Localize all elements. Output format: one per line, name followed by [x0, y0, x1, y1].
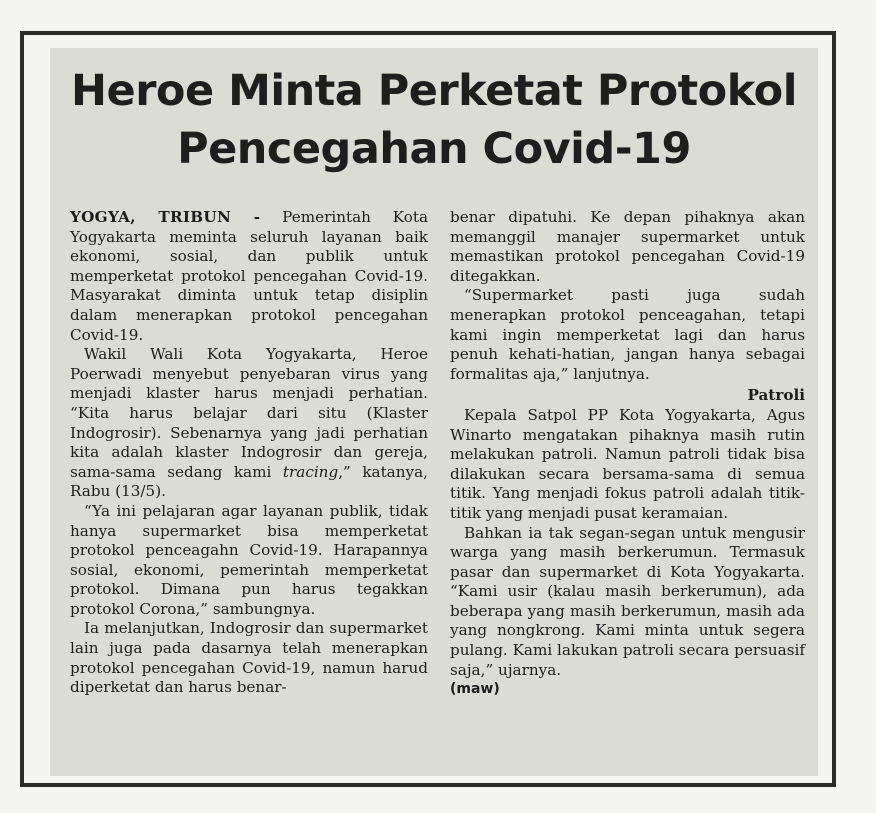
paragraph-3: “Ya ini pelajaran agar layanan publik, tidak hanya supermarket bisa memperketat protokol penceagahn Covid-19. Harapannya sosial, ekonomi, pemerintah memperketat protokol. Dimana pun harus tegakkan protokol Corona,” sambungnya.	[70, 501, 428, 618]
byline: (maw)	[450, 681, 500, 698]
dateline: YOGYA, TRIBUN -	[70, 208, 261, 226]
lead-text: Pemerintah Kota Yogyakarta meminta seluruh layanan baik ekonomi, sosial, dan publik untuk memperketat protokol pencegahan Covid-19. Masyarakat diminta untuk tetap disiplin dalam menerapkan protokol pencegahan Covid-19.	[70, 208, 428, 344]
paragraph-lead	[70, 208, 428, 345]
paragraph-5: “Supermarket pasti juga sudah menerapkan protokol penceagahan, tetapi kami ingin memperketat lagi dan harus penuh kehati-hatian, jangan hanya sebagai formalitas aja,” lanjutnya.	[450, 286, 805, 383]
paragraph-4-continued: benar dipatuhi. Ke depan pihaknya akan memanggil manajer supermarket untuk memastikan protokol pencegahan Covid-19 ditegakkan.	[450, 208, 805, 285]
newspaper-clipping	[50, 48, 818, 776]
paragraph-7: Bahkan ia tak segan-segan untuk mengusir warga yang masih berkerumun. Termasuk pasar dan supermarket di Kota Yogyakarta. “Kami usir (kalau masih berkerumun), ada beberapa yang masih berkerumun, masih ada yang nongkrong. Kami minta untuk segera pulang. Kami lakukan patroli secara persuasif saja,” ujarnya.	[450, 523, 806, 679]
p2-text-a: Wakil Wali Kota Yogyakarta, Heroe Poerwadi menyebut penyebaran virus yang menjadi klaster harus menjadi perhatian. “Kita harus belajar dari situ (Klaster Indogrosir). Sebenarnya yang jadi perhatian kita adalah klaster Indogrosir dan gereja, sama-sama sedang kami	[70, 345, 428, 481]
paragraph-4: Ia melanjutkan, Indogrosir dan supermarket lain juga pada dasarnya telah menerapkan protokol pencegahan Covid-19, namun harud diperketat dan harus benar-	[70, 619, 428, 697]
subheading: Patroli	[747, 386, 805, 405]
paragraph-2	[70, 345, 428, 502]
p2-italic: tracing	[282, 462, 339, 481]
p2-text-b: ,” katanya, Rabu (13/5).	[70, 462, 428, 501]
headline-line-2: Pencegahan Covid-19	[177, 124, 691, 174]
column-right	[450, 208, 805, 700]
headline	[50, 62, 818, 178]
paragraph-6: Kepala Satpol PP Kota Yogyakarta, Agus Winarto mengatakan pihaknya masih rutin melakukan patroli. Namun patroli tidak bisa dilakukan secara bersama-sama di semua titik. Yang menjadi fokus patroli adalah titik-titik yang menjadi pusat keramaian.	[450, 405, 805, 522]
column-left	[70, 208, 428, 698]
headline-line-1: Heroe Minta Perketat Protokol	[71, 66, 797, 116]
